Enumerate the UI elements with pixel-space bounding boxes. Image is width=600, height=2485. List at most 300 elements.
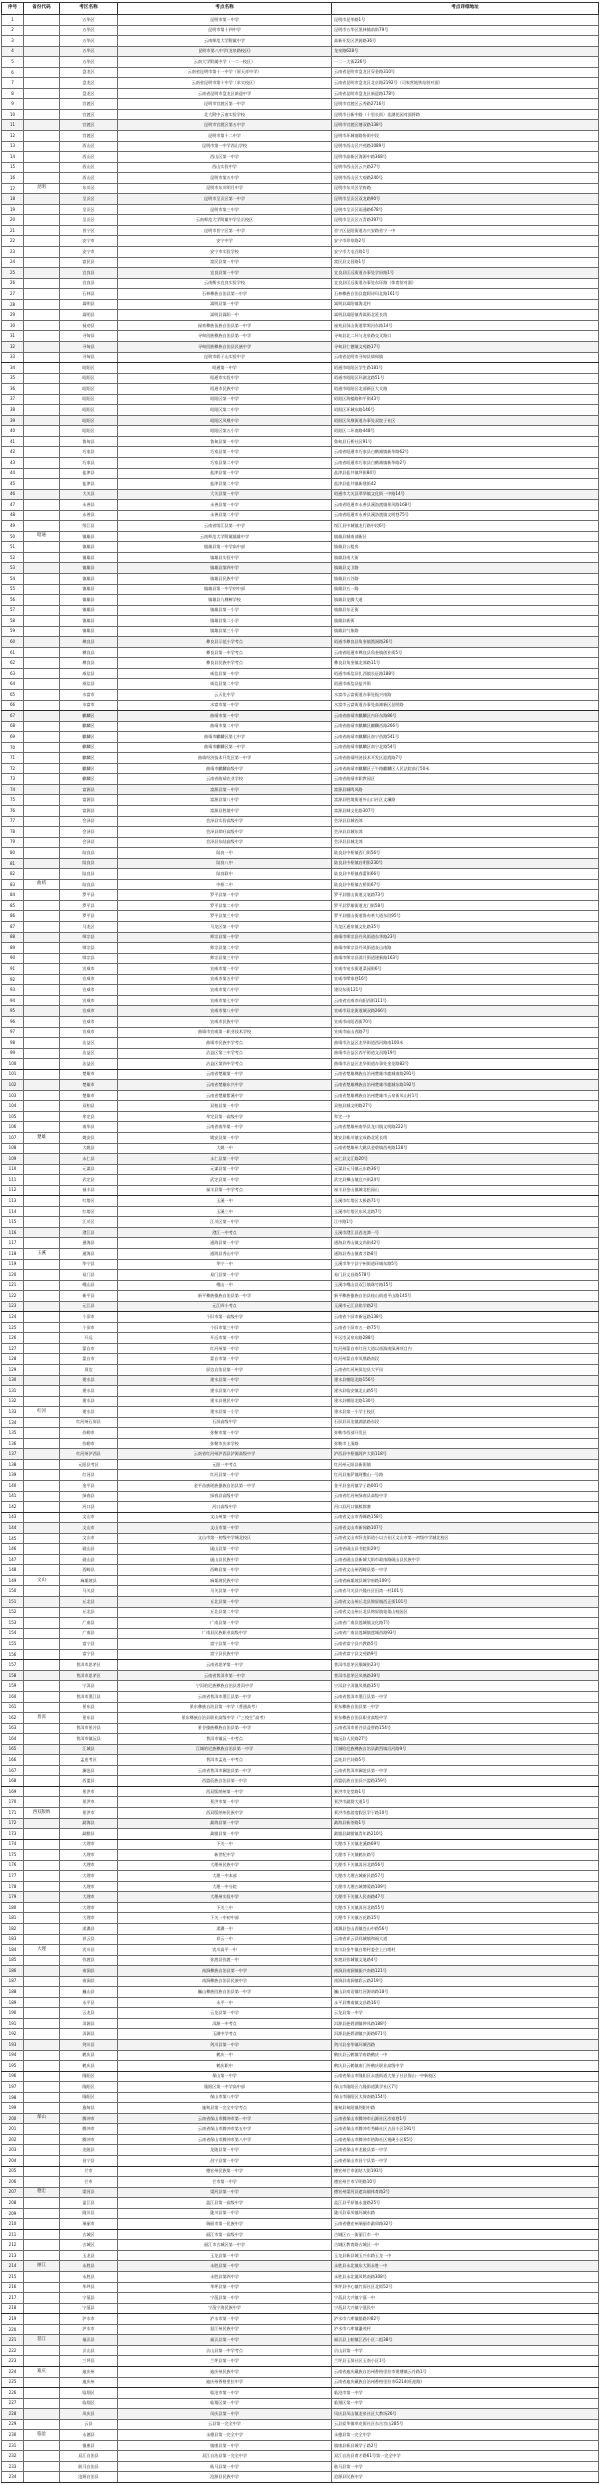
- cell-exam-site: 玉溪一中: [118, 1196, 332, 1207]
- cell-exam-area: 禄劝县: [60, 320, 118, 331]
- cell-no: 163: [2, 1723, 24, 1734]
- cell-address: 云南省文山市新闻路107号: [332, 1523, 599, 1534]
- cell-exam-area: 南华县: [60, 1122, 118, 1133]
- cell-exam-site: 宁蒗宁海民族中学: [118, 2303, 332, 2314]
- cell-no: 155: [2, 1639, 24, 1650]
- cell-province: [24, 763, 60, 774]
- table-row: [2, 1765, 599, 1776]
- cell-exam-area: 红塔区: [60, 1206, 118, 1217]
- cell-address: 石屏县异龙镇湖滨路东段: [332, 1417, 599, 1428]
- cell-address: 永胜县永北镇东大街永胜一中: [332, 2261, 599, 2272]
- cell-exam-area: 广南县: [60, 1628, 118, 1639]
- cell-province: [24, 500, 60, 511]
- cell-province: [24, 2008, 60, 2019]
- cell-province: [24, 1164, 60, 1175]
- cell-address: 云南省迪庆藏族自治州香格里拉市建塘镇云丹路1号: [332, 2366, 599, 2377]
- table-row: [2, 742, 599, 753]
- cell-exam-site: 云南师范大学附属镇雄中学: [118, 531, 332, 542]
- cell-no: 26: [2, 278, 24, 289]
- cell-exam-area: 文山市: [60, 1533, 118, 1544]
- table-row: [2, 1639, 599, 1650]
- cell-address: 昆明市日新中路（十里长街）佳湖花园对面将路: [332, 109, 599, 120]
- cell-province: [24, 806, 60, 817]
- table-row: [2, 1955, 599, 1966]
- table-row: [2, 1470, 599, 1481]
- cell-address: 红河县迤萨镇阿撒山一号路: [332, 1470, 599, 1481]
- cell-exam-area: 富民县: [60, 257, 118, 268]
- cell-exam-area: 西畴县: [60, 1565, 118, 1576]
- cell-exam-area: 沧源自治县: [60, 2472, 118, 2483]
- cell-address: 一二一大街226号: [332, 57, 599, 68]
- cell-address: 云南省昭通市永善县溪洛渡镇文明巷75号: [332, 510, 599, 521]
- cell-exam-area: 宜良县: [60, 268, 118, 279]
- cell-exam-site: 牟定县第一高级中学: [118, 1111, 332, 1122]
- cell-exam-site: 德宏州民族第一中学: [118, 2166, 332, 2177]
- table-row: [2, 1829, 599, 1840]
- cell-no: 219: [2, 2314, 24, 2325]
- cell-address: 会泽县县城东郊: [332, 827, 599, 838]
- cell-province: [24, 595, 60, 606]
- cell-address: 罗平县腊山街道文笔路73号: [332, 890, 599, 901]
- cell-no: 43: [2, 457, 24, 468]
- cell-exam-site: 云南衡水宜良实验学校: [118, 278, 332, 289]
- cell-address: 景洪市旅游度假区学于路10号: [332, 1807, 599, 1818]
- cell-exam-site: 文山市第一初级中学城北校区: [118, 1533, 332, 1544]
- table-row: [2, 1132, 599, 1143]
- table-row: [2, 1902, 599, 1913]
- cell-province: [24, 1090, 60, 1101]
- cell-exam-site: 罗平县第三中学: [118, 911, 332, 922]
- table-row: [2, 247, 599, 258]
- table-row: [2, 1934, 599, 1945]
- cell-province: 曲靖: [24, 879, 60, 890]
- cell-address: 新平彝族傣族自治县桂山街道平山路145号: [332, 1291, 599, 1302]
- cell-exam-area: 芒市: [60, 2177, 118, 2188]
- cell-province: 保山: [24, 2113, 60, 2124]
- cell-no: 157: [2, 1660, 24, 1671]
- cell-address: 石林彝族自治县鹿阿诗玛北路161号: [332, 289, 599, 300]
- cell-no: 28: [2, 299, 24, 310]
- cell-exam-area: 盘龙区: [60, 88, 118, 99]
- table-row: [2, 2261, 599, 2272]
- cell-province: [24, 1723, 60, 1734]
- table-row: [2, 1438, 599, 1449]
- cell-province: [24, 542, 60, 553]
- cell-province: [24, 711, 60, 722]
- table-row: [2, 320, 599, 331]
- cell-province: [24, 25, 60, 36]
- cell-province: [24, 405, 60, 416]
- cell-province: [24, 1027, 60, 1038]
- table-row: [2, 542, 599, 553]
- cell-no: 191: [2, 2018, 24, 2029]
- cell-exam-area: 普洱市景谷县: [60, 1723, 118, 1734]
- cell-province: [24, 331, 60, 342]
- cell-no: 22: [2, 236, 24, 247]
- cell-address: 昆明市呈贡区雨通路678号: [332, 204, 599, 215]
- cell-exam-area: 禄丰县: [60, 1185, 118, 1196]
- cell-exam-area: 蒙自市: [60, 1354, 118, 1365]
- cell-exam-site: 云南师范大学附属中学: [118, 36, 332, 47]
- cell-province: [24, 1639, 60, 1650]
- cell-address: 耿马县第一中学: [332, 2461, 599, 2472]
- cell-province: [24, 1660, 60, 1671]
- cell-exam-area: 楚雄市: [60, 1090, 118, 1101]
- cell-exam-area: 盘龙区: [60, 78, 118, 89]
- cell-exam-site: 云南省保山市腾冲市第一中学: [118, 2113, 332, 2124]
- cell-exam-area: 峨山县: [60, 1280, 118, 1291]
- cell-exam-area: 安宁市: [60, 236, 118, 247]
- table-row: [2, 1343, 599, 1354]
- cell-exam-site: 安宁中学: [118, 236, 332, 247]
- table-row: [2, 1881, 599, 1892]
- cell-address: 大理市下关镇人民南路47号: [332, 1892, 599, 1903]
- cell-no: 76: [2, 806, 24, 817]
- cell-exam-area: 昭阳区: [60, 405, 118, 416]
- cell-exam-site: 宣威市第七中学: [118, 995, 332, 1006]
- cell-province: [24, 2082, 60, 2093]
- cell-exam-site: 会泽县实验高级中学: [118, 816, 332, 827]
- cell-exam-area: 官渡区: [60, 99, 118, 110]
- cell-exam-site: 曲靖市宣威第一职业技术学校: [118, 1027, 332, 1038]
- cell-no: 122: [2, 1291, 24, 1302]
- cell-province: [24, 1512, 60, 1523]
- cell-province: [24, 658, 60, 669]
- cell-province: [24, 299, 60, 310]
- cell-exam-area: 富源县: [60, 795, 118, 806]
- cell-address: 宣威市宛水街道菜园街6号: [332, 964, 599, 975]
- cell-exam-area: 富源县: [60, 806, 118, 817]
- column-header-province-code: 省份代码: [24, 3, 60, 15]
- cell-no: 214: [2, 2261, 24, 2272]
- cell-exam-area: 宣威市: [60, 1027, 118, 1038]
- cell-exam-site: 云南省绥江县第一中学: [118, 521, 332, 532]
- cell-address: 陆良县中枢镇春蕾街66号: [332, 869, 599, 880]
- cell-address: 昆明市五华区黑林铺前街79号: [332, 25, 599, 36]
- cell-province: [24, 943, 60, 954]
- table-row: [2, 1945, 599, 1956]
- cell-no: 197: [2, 2082, 24, 2093]
- cell-exam-area: 大理市: [60, 1892, 118, 1903]
- cell-no: 169: [2, 1786, 24, 1797]
- cell-exam-site: 武定县第一中学: [118, 1175, 332, 1186]
- table-row: [2, 1839, 599, 1850]
- cell-address: 昆明市高新区海源中路368号: [332, 152, 599, 163]
- cell-exam-area: 麒麟区: [60, 774, 118, 785]
- cell-no: 58: [2, 616, 24, 627]
- cell-province: [24, 1597, 60, 1608]
- cell-no: 72: [2, 763, 24, 774]
- cell-exam-site: 云龙县第一中学: [118, 2008, 332, 2019]
- cell-exam-site: 宾川高平一中: [118, 1945, 332, 1956]
- cell-exam-area: 洱源县: [60, 2029, 118, 2040]
- cell-exam-area: 水富市: [60, 700, 118, 711]
- cell-province: 昆明: [24, 183, 60, 194]
- cell-no: 6: [2, 67, 24, 78]
- cell-exam-area: 彝良县: [60, 658, 118, 669]
- cell-exam-site: 下关一中初中部: [118, 1913, 332, 1924]
- table-row: [2, 394, 599, 405]
- cell-exam-site: 大理一中本部: [118, 1871, 332, 1882]
- cell-province: [24, 869, 60, 880]
- table-row: [2, 732, 599, 743]
- cell-address: 陆良县中枢镇古桥街67号: [332, 879, 599, 890]
- cell-no: 173: [2, 1829, 24, 1840]
- cell-province: [24, 626, 60, 637]
- cell-province: [24, 837, 60, 848]
- cell-exam-site: 威信县第二中学: [118, 679, 332, 690]
- table-row: [2, 900, 599, 911]
- cell-province: [24, 2050, 60, 2061]
- cell-address: 镇雄县五一路: [332, 584, 599, 595]
- cell-exam-area: 大理市: [60, 1871, 118, 1882]
- cell-address: 安宁市珍泉路2号: [332, 236, 599, 247]
- table-row: [2, 1027, 599, 1038]
- table-row: [2, 647, 599, 658]
- cell-no: 66: [2, 700, 24, 711]
- cell-address: 云南省楚雄彝族自治州楚雄市鹿城东路192号: [332, 1080, 599, 1091]
- cell-exam-area: 大姚县: [60, 1143, 118, 1154]
- cell-address: 昭阳区凤凰街道办事处双院子社区: [332, 415, 599, 426]
- cell-no: 117: [2, 1238, 24, 1249]
- cell-exam-area: 师宗县: [60, 943, 118, 954]
- cell-exam-site: 会泽县东陆高级中学: [118, 837, 332, 848]
- cell-no: 45: [2, 479, 24, 490]
- cell-no: 180: [2, 1902, 24, 1913]
- cell-province: 怒江: [24, 2335, 60, 2346]
- cell-province: [24, 1143, 60, 1154]
- cell-exam-area: 弥勒市: [60, 1438, 118, 1449]
- cell-address: 镇沅县人民路27号: [332, 1734, 599, 1745]
- cell-exam-area: 大理市: [60, 1850, 118, 1861]
- cell-exam-area: 西山区: [60, 173, 118, 184]
- cell-exam-site: 陆良八中: [118, 858, 332, 869]
- cell-province: [24, 363, 60, 374]
- cell-address: 镇雄县文卫路: [332, 563, 599, 574]
- cell-exam-area: 镇雄县: [60, 573, 118, 584]
- cell-exam-area: 普洱市墨江县: [60, 1691, 118, 1702]
- cell-address: 镇雄县城南部新区: [332, 531, 599, 542]
- cell-exam-site: 永胜县第一中学: [118, 2261, 332, 2272]
- cell-address: 云南省砚山县新城大街市政南路砚山县民族中学: [332, 1554, 599, 1565]
- cell-exam-site: 普洱市孟连一中考点: [118, 1755, 332, 1766]
- table-row: [2, 1544, 599, 1555]
- cell-no: 74: [2, 784, 24, 795]
- cell-address: 大理市下关镇洱河北路55号: [332, 1902, 599, 1913]
- table-row: [2, 1090, 599, 1101]
- cell-no: 79: [2, 837, 24, 848]
- cell-province: [24, 152, 60, 163]
- cell-exam-site: 罗平县第二中学: [118, 900, 332, 911]
- cell-no: 12: [2, 131, 24, 142]
- cell-exam-site: 盐津县第一中学: [118, 468, 332, 479]
- table-row: [2, 1333, 599, 1344]
- cell-exam-area: 寻甸县: [60, 331, 118, 342]
- cell-address: 宜良县匡远街道办事处东环路（体育馆对面）: [332, 278, 599, 289]
- cell-exam-area: 勐腊县: [60, 1829, 118, 1840]
- cell-no: 71: [2, 753, 24, 764]
- cell-province: [24, 1871, 60, 1882]
- table-row: [2, 2314, 599, 2325]
- cell-province: [24, 457, 60, 468]
- cell-exam-site: 隆阳区第一中学高中部: [118, 2082, 332, 2093]
- cell-address: 普洱市思茅区凤凰路39号: [332, 1670, 599, 1681]
- cell-no: 182: [2, 1923, 24, 1934]
- cell-no: 15: [2, 162, 24, 173]
- table-row: [2, 2419, 599, 2430]
- cell-exam-site: 芒市第一中学: [118, 2177, 332, 2188]
- table-row: [2, 2018, 599, 2029]
- cell-exam-site: 昆明市第十二中学: [118, 131, 332, 142]
- cell-exam-area: 呈贡区: [60, 204, 118, 215]
- cell-exam-site: 保山市第八中学: [118, 2092, 332, 2103]
- cell-no: 149: [2, 1575, 24, 1586]
- cell-province: [24, 922, 60, 933]
- cell-no: 138: [2, 1459, 24, 1470]
- table-row: [2, 457, 599, 468]
- cell-address: 云南省富宁县文苑路9号: [332, 1649, 599, 1660]
- table-row: [2, 1365, 599, 1376]
- table-row: [2, 1143, 599, 1154]
- table-row: [2, 1871, 599, 1882]
- cell-province: [24, 99, 60, 110]
- cell-exam-area: 武定县: [60, 1175, 118, 1186]
- cell-province: [24, 1554, 60, 1565]
- cell-no: 154: [2, 1628, 24, 1639]
- table-row: [2, 1618, 599, 1629]
- cell-exam-area: 迪庆州: [60, 2377, 118, 2388]
- cell-no: 49: [2, 521, 24, 532]
- cell-exam-area: 嵩明县: [60, 299, 118, 310]
- cell-exam-site: 昭通市实验中学: [118, 373, 332, 384]
- cell-exam-area: 沾益区: [60, 1048, 118, 1059]
- cell-exam-site: 昆明市第一中学西山学校: [118, 141, 332, 152]
- cell-province: [24, 1438, 60, 1449]
- cell-address: 永仁县文汇路20号: [332, 1154, 599, 1165]
- cell-address: 双柏县城文明路27号: [332, 1101, 599, 1112]
- cell-no: 123: [2, 1301, 24, 1312]
- cell-province: [24, 2156, 60, 2167]
- cell-no: 67: [2, 711, 24, 722]
- cell-address: 陇川县章凤镇环城东路: [332, 2208, 599, 2219]
- table-row: [2, 1818, 599, 1829]
- exam-venue-table: [1, 2, 599, 2483]
- header-row: [2, 3, 599, 15]
- cell-province: [24, 616, 60, 627]
- cell-exam-area: 巧家县: [60, 457, 118, 468]
- cell-exam-site: 威信县第一中学: [118, 668, 332, 679]
- cell-no: 11: [2, 120, 24, 131]
- cell-province: [24, 1797, 60, 1808]
- cell-exam-area: 昭阳区: [60, 394, 118, 405]
- table-row: [2, 858, 599, 869]
- cell-province: [24, 1059, 60, 1070]
- cell-address: 昭阳区海楼路和平街43号: [332, 394, 599, 405]
- cell-address: 昭通市彝良县角奎镇渔洞路26号: [332, 637, 599, 648]
- cell-exam-area: 福贡县: [60, 2335, 118, 2346]
- cell-exam-area: 彝良县: [60, 647, 118, 658]
- table-row: [2, 2029, 599, 2040]
- cell-address: 云南省富宁县兴教路5号: [332, 1639, 599, 1650]
- cell-exam-area: 麒麟区: [60, 721, 118, 732]
- cell-no: 30: [2, 320, 24, 331]
- cell-exam-site: 弥勒市第一中学: [118, 1428, 332, 1439]
- cell-province: [24, 1776, 60, 1787]
- cell-exam-site: 元谋县第一中学: [118, 1164, 332, 1175]
- cell-province: [24, 1470, 60, 1481]
- cell-no: 97: [2, 1027, 24, 1038]
- cell-address: 开远市灵泉东路288号: [332, 1333, 599, 1344]
- table-row: [2, 1227, 599, 1238]
- cell-address: 水富市云富街道办事处高滩新区昆明路: [332, 700, 599, 711]
- table-row: [2, 531, 599, 542]
- cell-address: 弥勒市西部开发区: [332, 1428, 599, 1439]
- cell-exam-area: 呈贡区: [60, 215, 118, 226]
- cell-exam-area: 云县: [60, 2419, 118, 2430]
- cell-exam-site: 水富市第一中学: [118, 700, 332, 711]
- cell-address: 昆明市环城南路协街中段: [332, 131, 599, 142]
- table-row: [2, 204, 599, 215]
- cell-province: [24, 2240, 60, 2251]
- table-row: [2, 2219, 599, 2230]
- cell-address: 昭通市威信县盐井街: [332, 679, 599, 690]
- cell-exam-area: 红河县: [60, 1470, 118, 1481]
- table-row: [2, 426, 599, 437]
- cell-no: 89: [2, 943, 24, 954]
- cell-exam-area: 双柏县: [60, 1101, 118, 1112]
- cell-province: [24, 415, 60, 426]
- cell-address: 龙泉路628号: [332, 46, 599, 57]
- cell-exam-area: 个旧市: [60, 1322, 118, 1333]
- cell-province: [24, 289, 60, 300]
- cell-exam-area: 宁蒗县: [60, 2293, 118, 2304]
- cell-exam-site: 云南省曲靖农业学校: [118, 774, 332, 785]
- table-row: [2, 78, 599, 89]
- table-row: [2, 2398, 599, 2409]
- table-row: [2, 1080, 599, 1091]
- cell-exam-site: 临沧市第一中学: [118, 2388, 332, 2399]
- cell-no: 112: [2, 1185, 24, 1196]
- cell-province: [24, 1459, 60, 1470]
- cell-no: 166: [2, 1755, 24, 1766]
- cell-province: [24, 1006, 60, 1017]
- cell-address: 宁洱县宁洱镇凤凰路35号: [332, 1681, 599, 1692]
- table-row: [2, 1755, 599, 1766]
- cell-province: [24, 2345, 60, 2356]
- cell-province: [24, 2208, 60, 2219]
- cell-no: 82: [2, 869, 24, 880]
- cell-address: 云南省保山市隆阳区永盛街道大堡子社区保山一中新校区: [332, 2071, 599, 2082]
- cell-exam-area: 华宁县: [60, 1259, 118, 1270]
- cell-exam-site: 镇雄县第四中学: [118, 563, 332, 574]
- cell-exam-site: 下关一中: [118, 1839, 332, 1850]
- cell-province: [24, 236, 60, 247]
- table-row: [2, 2187, 599, 2198]
- cell-exam-site: 昆明市东川明月中学: [118, 183, 332, 194]
- cell-exam-site: 建水县第一小学: [118, 1407, 332, 1418]
- cell-province: 大理: [24, 1945, 60, 1956]
- cell-province: [24, 1691, 60, 1702]
- table-row: [2, 1449, 599, 1460]
- cell-exam-area: 昭阳区: [60, 426, 118, 437]
- cell-no: 165: [2, 1744, 24, 1755]
- cell-exam-site: 西山实验中学: [118, 162, 332, 173]
- cell-address: 金平县金河镇学子路001号: [332, 1481, 599, 1492]
- cell-province: [24, 225, 60, 236]
- cell-exam-area: 嵩明县: [60, 310, 118, 321]
- cell-exam-area: 罗平县: [60, 890, 118, 901]
- table-row: [2, 88, 599, 99]
